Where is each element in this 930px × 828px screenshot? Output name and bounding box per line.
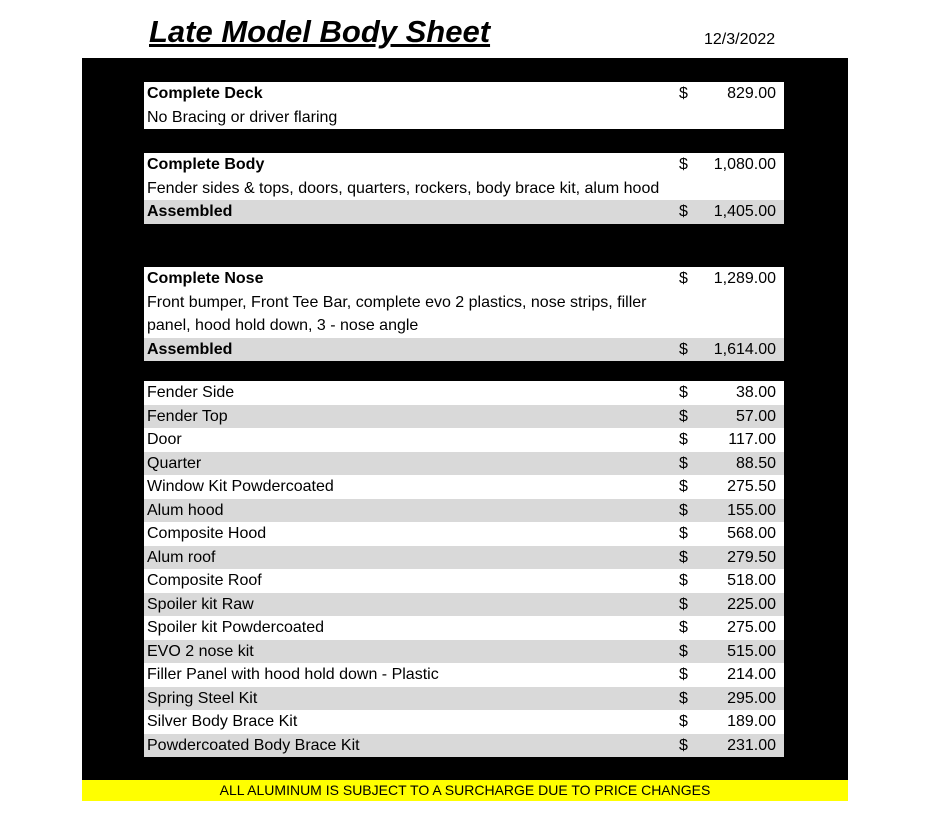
currency-symbol: $ bbox=[679, 203, 688, 220]
currency-symbol: $ bbox=[679, 407, 688, 425]
currency-symbol: $ bbox=[679, 525, 688, 542]
part-price: 57.00 bbox=[735, 407, 776, 425]
complete-nose-block bbox=[144, 267, 784, 361]
part-row bbox=[144, 640, 784, 664]
part-price: 189.00 bbox=[727, 713, 776, 730]
currency-symbol: $ bbox=[679, 340, 688, 358]
part-row bbox=[144, 593, 784, 617]
complete-body-row bbox=[144, 153, 784, 177]
part-name: Window Kit Powdercoated bbox=[147, 478, 334, 495]
part-row bbox=[144, 428, 784, 452]
part-price: 117.00 bbox=[728, 431, 776, 448]
sheet-date: 12/3/2022 bbox=[704, 31, 776, 48]
part-row bbox=[144, 522, 784, 546]
complete-body-block bbox=[144, 153, 784, 224]
part-row bbox=[144, 475, 784, 499]
part-row bbox=[144, 546, 784, 570]
part-row bbox=[144, 616, 784, 640]
part-name: Composite Roof bbox=[147, 572, 262, 589]
part-row bbox=[144, 569, 784, 593]
currency-symbol: $ bbox=[679, 501, 688, 519]
part-price: 155.00 bbox=[727, 501, 776, 519]
item-price: 1,289.00 bbox=[713, 270, 776, 287]
item-description: Front bumper, Front Tee Bar, complete evo 2 plastics, nose strips, filler panel, hood hold down, 3 - nose angle bbox=[144, 291, 784, 338]
part-name: Silver Body Brace Kit bbox=[147, 713, 298, 730]
part-name: Spring Steel Kit bbox=[147, 689, 258, 707]
currency-symbol: $ bbox=[679, 689, 688, 707]
part-name: Fender Top bbox=[147, 407, 228, 425]
part-price: 88.50 bbox=[735, 454, 776, 472]
item-name: Complete Body bbox=[147, 156, 265, 173]
complete-deck-row bbox=[144, 82, 784, 106]
part-price: 38.00 bbox=[735, 384, 776, 401]
currency-symbol: $ bbox=[679, 478, 688, 495]
assembled-label: Assembled bbox=[147, 340, 233, 358]
assembled-row bbox=[144, 338, 784, 362]
part-name: Door bbox=[147, 431, 182, 448]
complete-nose-row bbox=[144, 267, 784, 291]
part-price: 295.00 bbox=[727, 689, 776, 707]
part-name: Spoiler kit Raw bbox=[147, 595, 254, 613]
currency-symbol: $ bbox=[679, 572, 688, 589]
part-name: Fender Side bbox=[147, 384, 235, 401]
item-description: Fender sides & tops, doors, quarters, rockers, body brace kit, alum hood bbox=[144, 177, 784, 201]
currency-symbol: $ bbox=[679, 270, 688, 287]
part-name: Quarter bbox=[147, 454, 202, 472]
part-name: Alum roof bbox=[147, 548, 216, 566]
part-row bbox=[144, 734, 784, 758]
part-name: Spoiler kit Powdercoated bbox=[147, 619, 324, 636]
part-price: 214.00 bbox=[727, 666, 776, 683]
part-name: Powdercoated Body Brace Kit bbox=[147, 736, 360, 754]
item-name: Complete Nose bbox=[147, 270, 264, 287]
item-name: Complete Deck bbox=[147, 85, 263, 102]
currency-symbol: $ bbox=[679, 642, 688, 660]
currency-symbol: $ bbox=[679, 454, 688, 472]
part-name: Alum hood bbox=[147, 501, 224, 519]
part-row bbox=[144, 499, 784, 523]
part-price: 275.00 bbox=[727, 619, 776, 636]
surcharge-notice: ALL ALUMINUM IS SUBJECT TO A SURCHARGE DUE TO PRICE CHANGES bbox=[82, 780, 848, 801]
part-name: Filler Panel with hood hold down - Plastic bbox=[147, 666, 439, 683]
currency-symbol: $ bbox=[679, 431, 688, 448]
currency-symbol: $ bbox=[679, 548, 688, 566]
page-title: Late Model Body Sheet bbox=[149, 14, 491, 49]
assembled-label: Assembled bbox=[147, 203, 233, 220]
part-price: 568.00 bbox=[727, 525, 776, 542]
currency-symbol: $ bbox=[679, 595, 688, 613]
assembled-price: 1,614.00 bbox=[713, 340, 776, 358]
part-name: EVO 2 nose kit bbox=[147, 642, 254, 660]
currency-symbol: $ bbox=[679, 713, 688, 730]
currency-symbol: $ bbox=[679, 666, 688, 683]
item-price: 829.00 bbox=[727, 85, 776, 102]
complete-deck-block bbox=[144, 82, 784, 129]
currency-symbol: $ bbox=[679, 736, 688, 754]
parts-list bbox=[144, 381, 784, 757]
part-row bbox=[144, 687, 784, 711]
currency-symbol: $ bbox=[679, 156, 688, 173]
part-name: Composite Hood bbox=[147, 525, 267, 542]
assembled-row bbox=[144, 200, 784, 224]
part-price: 275.50 bbox=[727, 478, 776, 495]
part-row bbox=[144, 710, 784, 734]
currency-symbol: $ bbox=[679, 85, 688, 102]
currency-symbol: $ bbox=[679, 619, 688, 636]
part-price: 225.00 bbox=[727, 595, 776, 613]
assembled-price: 1,405.00 bbox=[713, 203, 776, 220]
item-price: 1,080.00 bbox=[713, 156, 776, 173]
part-price: 518.00 bbox=[727, 572, 776, 589]
part-row bbox=[144, 452, 784, 476]
item-description: No Bracing or driver flaring bbox=[144, 106, 784, 130]
part-row bbox=[144, 663, 784, 687]
part-price: 279.50 bbox=[727, 548, 776, 566]
part-price: 515.00 bbox=[727, 642, 776, 660]
currency-symbol: $ bbox=[679, 384, 688, 401]
part-row bbox=[144, 381, 784, 405]
part-price: 231.00 bbox=[727, 736, 776, 754]
part-row bbox=[144, 405, 784, 429]
